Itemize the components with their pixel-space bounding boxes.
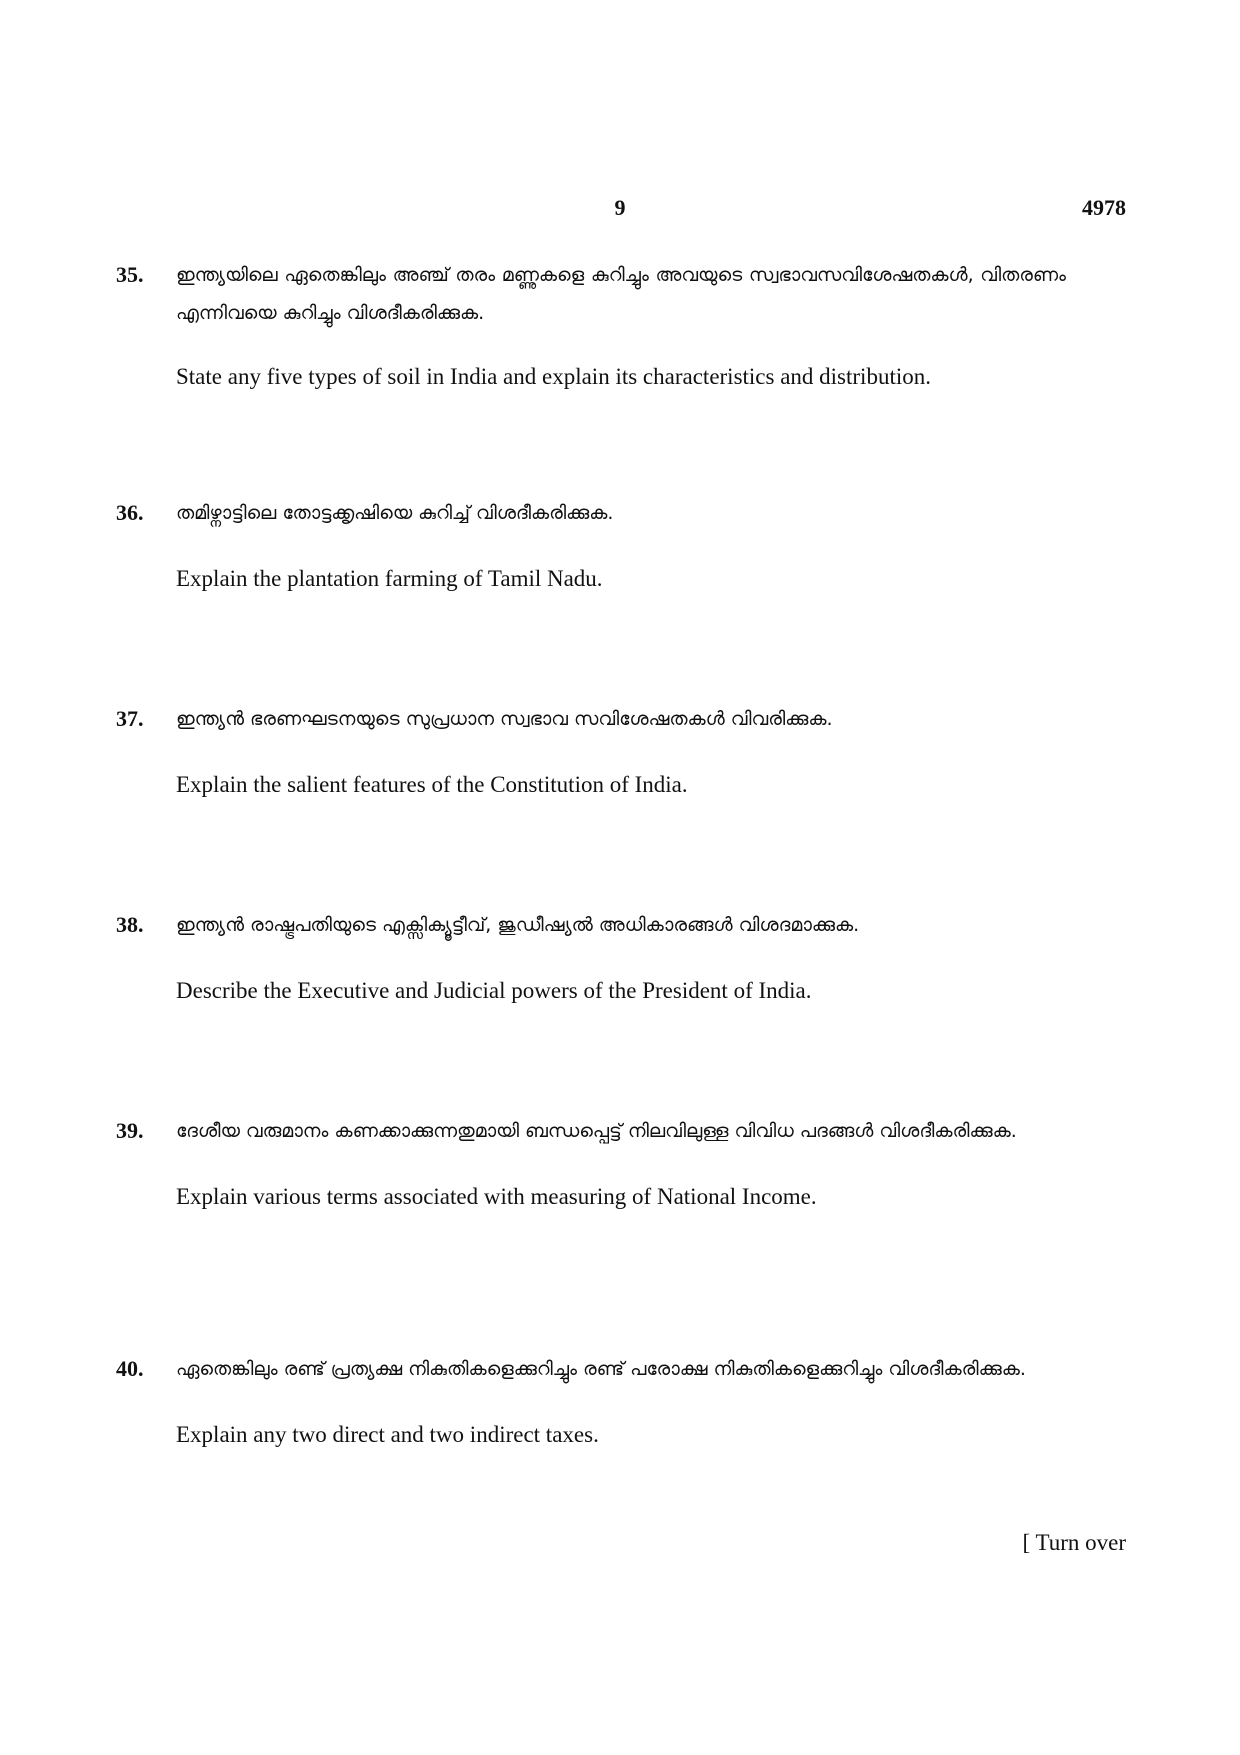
question-text-english: Explain various terms associated with measuring of National Income. — [176, 1184, 817, 1209]
question-number: 37. — [116, 706, 144, 731]
question-body — [176, 494, 1066, 594]
question-number: 36. — [116, 500, 144, 525]
page-number: 9 — [614, 195, 626, 220]
question-number: 35. — [116, 262, 144, 287]
question-text-malayalam: ഇന്ത്യയിലെ ഏതെങ്കിലും അഞ്ച് തരം മണ്ണുകളെ കുറിച്ചും അവയുടെ സ്വഭാവസവിശേഷതകൾ, വിതരണം എന്നിവയെ കുറിച്ചും വിശദീകരിക്കുക. — [176, 264, 1066, 324]
question-text-malayalam: ഏതെങ്കിലും രണ്ട് പ്രത്യക്ഷ നികുതികളെക്കുറിച്ചും രണ്ട് പരോക്ഷ നികുതികളെക്കുറിച്ചും വിശദീകരിക്കുക. — [176, 1358, 1026, 1380]
question-number: 40. — [116, 1356, 144, 1381]
question-text-malayalam: ഇന്ത്യൻ ഭരണഘടനയുടെ സുപ്രധാന സ്വഭാവ സവിശേഷതകൾ വിവരിക്കുക. — [176, 708, 833, 730]
question-number: 38. — [116, 912, 144, 937]
question-text-malayalam: ഇന്ത്യൻ രാഷ്ട്രപതിയുടെ എക്സിക്യൂട്ടീവ്, ജുഡീഷ്യൽ അധികാരങ്ങൾ വിശദമാക്കുക. — [176, 914, 860, 936]
question-body — [176, 700, 1066, 800]
question-body — [176, 1112, 1066, 1212]
question-body — [176, 1350, 1066, 1450]
question-text-english: Explain the plantation farming of Tamil Nadu. — [176, 566, 603, 591]
question-text-english: Explain the salient features of the Constitution of India. — [176, 772, 688, 797]
turn-over-note: [ Turn over — [1022, 1530, 1126, 1555]
question-number: 39. — [116, 1118, 144, 1143]
question-text-english: State any five types of soil in India and explain its characteristics and distribution. — [176, 364, 931, 389]
paper-code: 4978 — [1082, 195, 1126, 220]
question-text-malayalam: ദേശീയ വരുമാനം കണക്കാക്കുന്നതുമായി ബന്ധപ്പെട്ട് നിലവിലുള്ള വിവിധ പദങ്ങൾ വിശദീകരിക്കുക. — [176, 1120, 1017, 1142]
question-text-malayalam: തമിഴ്നാട്ടിലെ തോട്ടക്കൃഷിയെ കുറിച്ച് വിശദീകരിക്കുക. — [176, 502, 614, 524]
question-body — [176, 906, 1066, 1006]
question-text-english: Describe the Executive and Judicial powers of the President of India. — [176, 978, 812, 1003]
question-text-english: Explain any two direct and two indirect taxes. — [176, 1422, 599, 1447]
question-body — [176, 256, 1066, 392]
